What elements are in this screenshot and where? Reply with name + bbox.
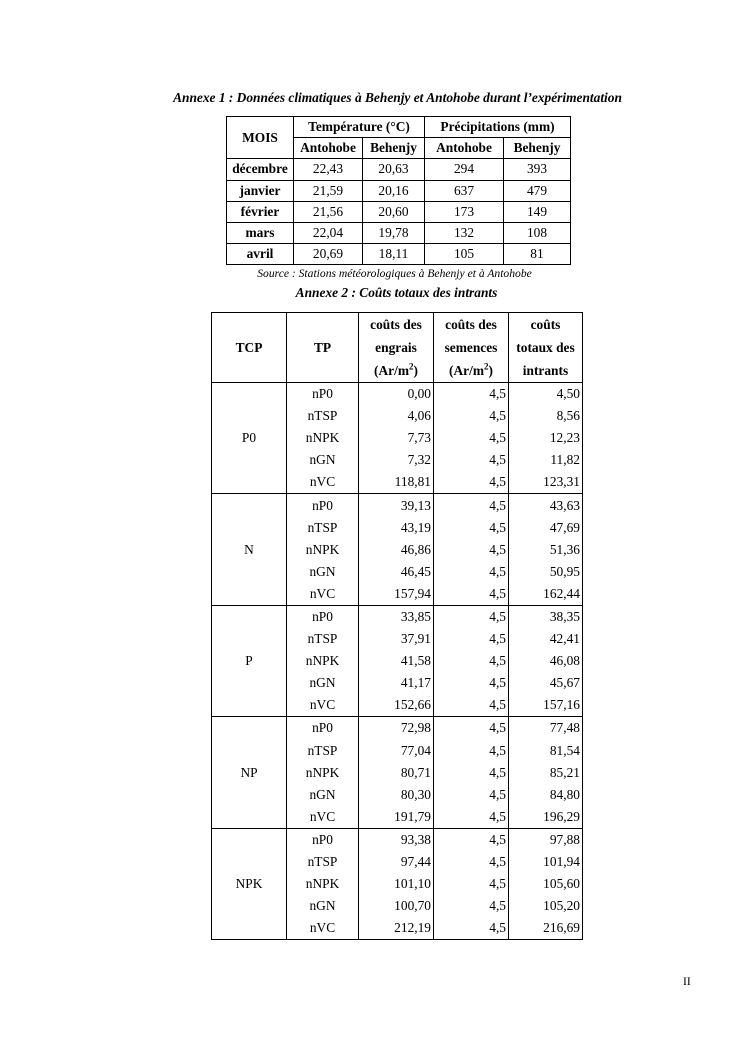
header-precipitations: Précipitations (mm) <box>425 117 571 138</box>
cell-cout-semences: 4,5 <box>434 561 509 583</box>
cell-tcp: P <box>212 605 287 716</box>
cell-cout-engrais: 100,70 <box>359 895 434 917</box>
header-tp: TP <box>287 313 359 383</box>
cell-cout-engrais: 77,04 <box>359 740 434 762</box>
cell-temp-behenjy: 20,16 <box>363 180 425 201</box>
cell-tp: nVC <box>287 694 359 717</box>
cost-row <box>212 828 583 851</box>
cell-cout-total: 105,20 <box>509 895 583 917</box>
cell-month: février <box>227 201 294 222</box>
header-engrais-unit-close: ) <box>413 363 418 378</box>
cell-tp: nTSP <box>287 405 359 427</box>
header-totaux-line2: totaux des <box>516 340 575 355</box>
cell-tp: nVC <box>287 806 359 829</box>
cell-cout-engrais: 93,38 <box>359 828 434 851</box>
climate-row <box>227 222 571 243</box>
cell-tp: nVC <box>287 917 359 940</box>
cell-tp: nGN <box>287 672 359 694</box>
cell-cout-engrais: 212,19 <box>359 917 434 940</box>
cell-cout-semences: 4,5 <box>434 405 509 427</box>
cell-cout-engrais: 101,10 <box>359 873 434 895</box>
cell-cout-total: 4,50 <box>509 383 583 406</box>
cell-cout-semences: 4,5 <box>434 740 509 762</box>
cell-temp-behenjy: 20,60 <box>363 201 425 222</box>
cell-cout-total: 11,82 <box>509 449 583 471</box>
cell-temp-antohobe: 20,69 <box>294 244 363 265</box>
cell-cout-engrais: 72,98 <box>359 717 434 740</box>
cell-tp: nP0 <box>287 828 359 851</box>
header-semences-line2: semences <box>444 340 498 355</box>
cell-cout-semences: 4,5 <box>434 628 509 650</box>
cell-tp: nTSP <box>287 740 359 762</box>
cell-cout-engrais: 0,00 <box>359 383 434 406</box>
header-cout-engrais <box>359 313 434 383</box>
cell-cout-semences: 4,5 <box>434 806 509 829</box>
cell-precip-behenjy: 479 <box>504 180 571 201</box>
cell-precip-antohobe: 132 <box>425 222 504 243</box>
cell-cout-total: 97,88 <box>509 828 583 851</box>
cell-tp: nP0 <box>287 494 359 517</box>
cell-cout-engrais: 46,45 <box>359 561 434 583</box>
cell-cout-engrais: 80,71 <box>359 762 434 784</box>
cell-tp: nP0 <box>287 383 359 406</box>
cell-cout-total: 162,44 <box>509 583 583 606</box>
cell-cout-semences: 4,5 <box>434 851 509 873</box>
header-engrais-unit-exp: 2 <box>408 361 414 372</box>
cell-tp: nGN <box>287 895 359 917</box>
climate-row <box>227 159 571 180</box>
cell-tp: nP0 <box>287 717 359 740</box>
cell-cout-semences: 4,5 <box>434 494 509 517</box>
header-totaux-line3: intrants <box>522 363 569 378</box>
cell-cout-total: 77,48 <box>509 717 583 740</box>
cell-cout-engrais: 41,17 <box>359 672 434 694</box>
cell-cout-engrais: 97,44 <box>359 851 434 873</box>
cell-cout-engrais: 41,58 <box>359 650 434 672</box>
header-semences-line1: coûts des <box>445 317 497 332</box>
cell-temp-behenjy: 19,78 <box>363 222 425 243</box>
cell-tp: nGN <box>287 449 359 471</box>
header-semences-unit: (Ar/m <box>449 363 484 378</box>
cell-cout-total: 85,21 <box>509 762 583 784</box>
header-temperature: Température (°C) <box>294 117 425 138</box>
cell-precip-behenjy: 149 <box>504 201 571 222</box>
cell-cout-total: 43,63 <box>509 494 583 517</box>
cell-cout-semences: 4,5 <box>434 449 509 471</box>
cell-cout-engrais: 39,13 <box>359 494 434 517</box>
cell-cout-semences: 4,5 <box>434 784 509 806</box>
cell-temp-antohobe: 22,43 <box>294 159 363 180</box>
cell-cout-total: 157,16 <box>509 694 583 717</box>
cell-cout-semences: 4,5 <box>434 717 509 740</box>
cell-cout-semences: 4,5 <box>434 672 509 694</box>
cell-cout-total: 45,67 <box>509 672 583 694</box>
cell-cout-total: 216,69 <box>509 917 583 940</box>
header-couts-totaux <box>509 313 583 383</box>
cell-cout-engrais: 33,85 <box>359 605 434 628</box>
cell-tp: nNPK <box>287 539 359 561</box>
climate-row <box>227 244 571 265</box>
cell-cout-total: 51,36 <box>509 539 583 561</box>
cell-temp-antohobe: 21,56 <box>294 201 363 222</box>
cell-cout-semences: 4,5 <box>434 762 509 784</box>
cell-cout-total: 38,35 <box>509 605 583 628</box>
cell-cout-semences: 4,5 <box>434 517 509 539</box>
cell-cout-total: 42,41 <box>509 628 583 650</box>
climate-row <box>227 180 571 201</box>
cost-row <box>212 494 583 517</box>
cell-tp: nNPK <box>287 762 359 784</box>
cell-tp: nNPK <box>287 650 359 672</box>
cell-cout-engrais: 80,30 <box>359 784 434 806</box>
header-temp-behenjy: Behenjy <box>363 138 425 159</box>
header-precip-behenjy: Behenjy <box>504 138 571 159</box>
cell-cout-engrais: 7,73 <box>359 427 434 449</box>
cell-tp: nP0 <box>287 605 359 628</box>
cell-cout-total: 123,31 <box>509 471 583 494</box>
cell-cout-semences: 4,5 <box>434 583 509 606</box>
cell-month: mars <box>227 222 294 243</box>
cell-tcp: N <box>212 494 287 605</box>
cell-tp: nNPK <box>287 427 359 449</box>
header-tcp: TCP <box>212 313 287 383</box>
cost-row <box>212 383 583 406</box>
cell-precip-antohobe: 637 <box>425 180 504 201</box>
annex1-caption: Annexe 1 : Données climatiques à Behenjy et Antohobe durant l’expérimentation <box>173 90 622 105</box>
cell-temp-behenjy: 20,63 <box>363 159 425 180</box>
cell-tp: nVC <box>287 471 359 494</box>
cell-tcp: P0 <box>212 383 287 494</box>
climate-row <box>227 201 571 222</box>
header-temp-antohobe: Antohobe <box>294 138 363 159</box>
cell-tp: nTSP <box>287 517 359 539</box>
cell-cout-semences: 4,5 <box>434 694 509 717</box>
cell-cout-engrais: 152,66 <box>359 694 434 717</box>
cell-cout-semences: 4,5 <box>434 539 509 561</box>
cell-cout-total: 50,95 <box>509 561 583 583</box>
page-number: II <box>683 975 691 988</box>
cell-tp: nTSP <box>287 851 359 873</box>
cell-cout-semences: 4,5 <box>434 383 509 406</box>
input-costs-table <box>211 312 583 940</box>
cell-precip-behenjy: 81 <box>504 244 571 265</box>
cell-cout-engrais: 7,32 <box>359 449 434 471</box>
cell-precip-antohobe: 173 <box>425 201 504 222</box>
cell-cout-engrais: 118,81 <box>359 471 434 494</box>
cell-cout-total: 8,56 <box>509 405 583 427</box>
header-engrais-line2: engrais <box>375 340 417 355</box>
cell-cout-semences: 4,5 <box>434 471 509 494</box>
cell-cout-engrais: 46,86 <box>359 539 434 561</box>
header-mois: MOIS <box>227 117 294 159</box>
cell-temp-antohobe: 21,59 <box>294 180 363 201</box>
cell-tp: nNPK <box>287 873 359 895</box>
cell-month: décembre <box>227 159 294 180</box>
cell-month: avril <box>227 244 294 265</box>
cell-cout-engrais: 157,94 <box>359 583 434 606</box>
cell-precip-antohobe: 294 <box>425 159 504 180</box>
climate-table <box>226 116 571 265</box>
cost-row <box>212 717 583 740</box>
cell-cout-engrais: 37,91 <box>359 628 434 650</box>
cell-cout-engrais: 191,79 <box>359 806 434 829</box>
header-engrais-line1: coûts des <box>370 317 422 332</box>
cell-cout-semences: 4,5 <box>434 427 509 449</box>
annex1-source: Source : Stations météorologiques à Behenjy et à Antohobe <box>257 267 532 280</box>
cell-cout-engrais: 43,19 <box>359 517 434 539</box>
cell-cout-total: 81,54 <box>509 740 583 762</box>
cell-cout-semences: 4,5 <box>434 828 509 851</box>
cell-cout-semences: 4,5 <box>434 873 509 895</box>
cell-cout-semences: 4,5 <box>434 605 509 628</box>
annex2-caption: Annexe 2 : Coûts totaux des intrants <box>295 285 498 300</box>
cell-cout-total: 47,69 <box>509 517 583 539</box>
cell-temp-behenjy: 18,11 <box>363 244 425 265</box>
cell-tp: nGN <box>287 784 359 806</box>
cell-cout-total: 105,60 <box>509 873 583 895</box>
cell-cout-semences: 4,5 <box>434 650 509 672</box>
cost-row <box>212 605 583 628</box>
header-precip-antohobe: Antohobe <box>425 138 504 159</box>
cell-tp: nVC <box>287 583 359 606</box>
cell-precip-antohobe: 105 <box>425 244 504 265</box>
cell-temp-antohobe: 22,04 <box>294 222 363 243</box>
cell-cout-total: 84,80 <box>509 784 583 806</box>
cell-tp: nTSP <box>287 628 359 650</box>
cell-tcp: NPK <box>212 828 287 939</box>
cell-cout-total: 101,94 <box>509 851 583 873</box>
header-engrais-unit: (Ar/m <box>374 363 409 378</box>
cell-tp: nGN <box>287 561 359 583</box>
header-semences-unit-close: ) <box>488 363 493 378</box>
cell-month: janvier <box>227 180 294 201</box>
cell-cout-total: 196,29 <box>509 806 583 829</box>
cell-cout-engrais: 4,06 <box>359 405 434 427</box>
cell-cout-semences: 4,5 <box>434 917 509 940</box>
cell-cout-total: 46,08 <box>509 650 583 672</box>
cell-precip-behenjy: 393 <box>504 159 571 180</box>
cell-precip-behenjy: 108 <box>504 222 571 243</box>
cell-cout-total: 12,23 <box>509 427 583 449</box>
header-totaux-line1: coûts <box>530 317 561 332</box>
cell-tcp: NP <box>212 717 287 828</box>
cell-cout-semences: 4,5 <box>434 895 509 917</box>
header-cout-semences <box>434 313 509 383</box>
header-semences-unit-exp: 2 <box>483 361 489 372</box>
